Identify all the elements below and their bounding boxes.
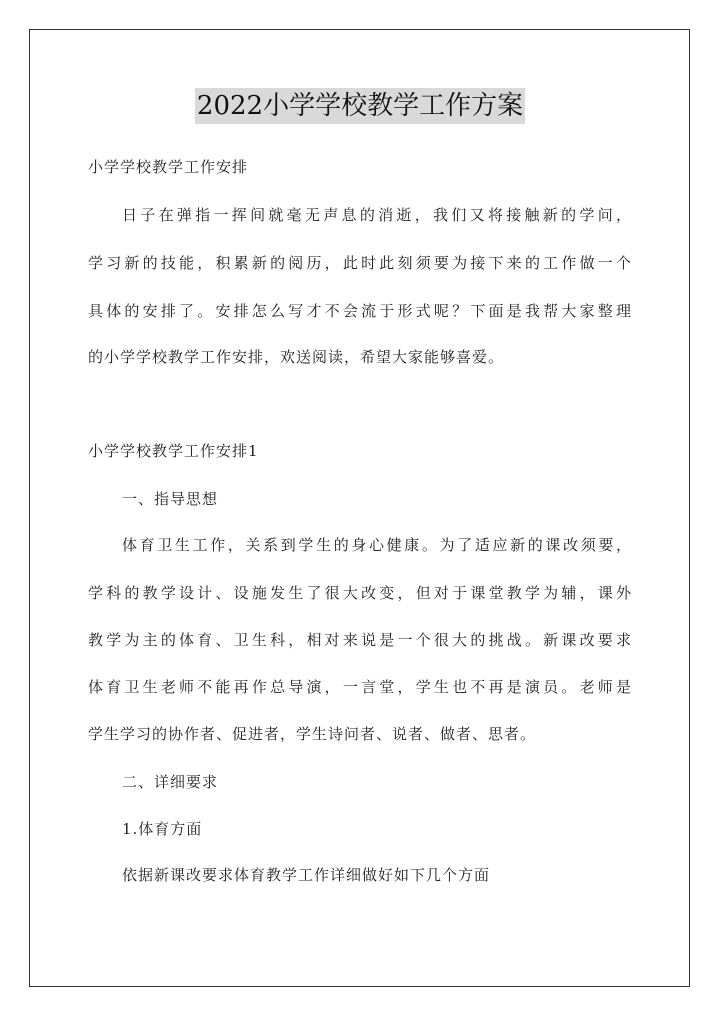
section-heading: 小学学校教学工作安排 xyxy=(88,158,249,176)
paragraph-line: 学习新的技能，积累新的阅历，此时此刻须要为接下来的工作做一个 xyxy=(88,254,632,272)
paragraph-line: 教学为主的体育、卫生科，相对来说是一个很大的挑战。新课改要求 xyxy=(88,631,632,649)
paragraph-line: 的小学学校教学工作安排，欢送阅读，希望大家能够喜爱。 xyxy=(88,348,505,366)
paragraph-line: 依据新课改要求体育教学工作详细做好如下几个方面 xyxy=(122,866,491,884)
subsection-heading: 一、指导思想 xyxy=(122,490,219,508)
subsection-heading: 1.体育方面 xyxy=(122,820,203,838)
paragraph-line: 日子在弹指一挥间就毫无声息的消逝，我们又将接触新的学问， xyxy=(122,206,632,224)
paragraph-line: 具体的安排了。安排怎么写才不会流于形式呢？下面是我帮大家整理 xyxy=(88,302,632,320)
title-container xyxy=(0,88,720,124)
paragraph-line: 学科的教学设计、设施发生了很大改变，但对于课堂教学为辅，课外 xyxy=(88,584,632,602)
section-heading: 小学学校教学工作安排1 xyxy=(88,442,259,460)
paragraph-line: 体育卫生工作，关系到学生的身心健康。为了适应新的课改须要， xyxy=(122,536,632,554)
subsection-heading: 二、详细要求 xyxy=(122,773,219,791)
paragraph-line: 体育卫生老师不能再作总导演，一言堂，学生也不再是演员。老师是 xyxy=(88,678,632,696)
document-title: 2022小学学校教学工作方案 xyxy=(195,88,525,124)
paragraph-line: 学生学习的协作者、促进者，学生诗问者、说者、做者、思者。 xyxy=(88,725,537,743)
